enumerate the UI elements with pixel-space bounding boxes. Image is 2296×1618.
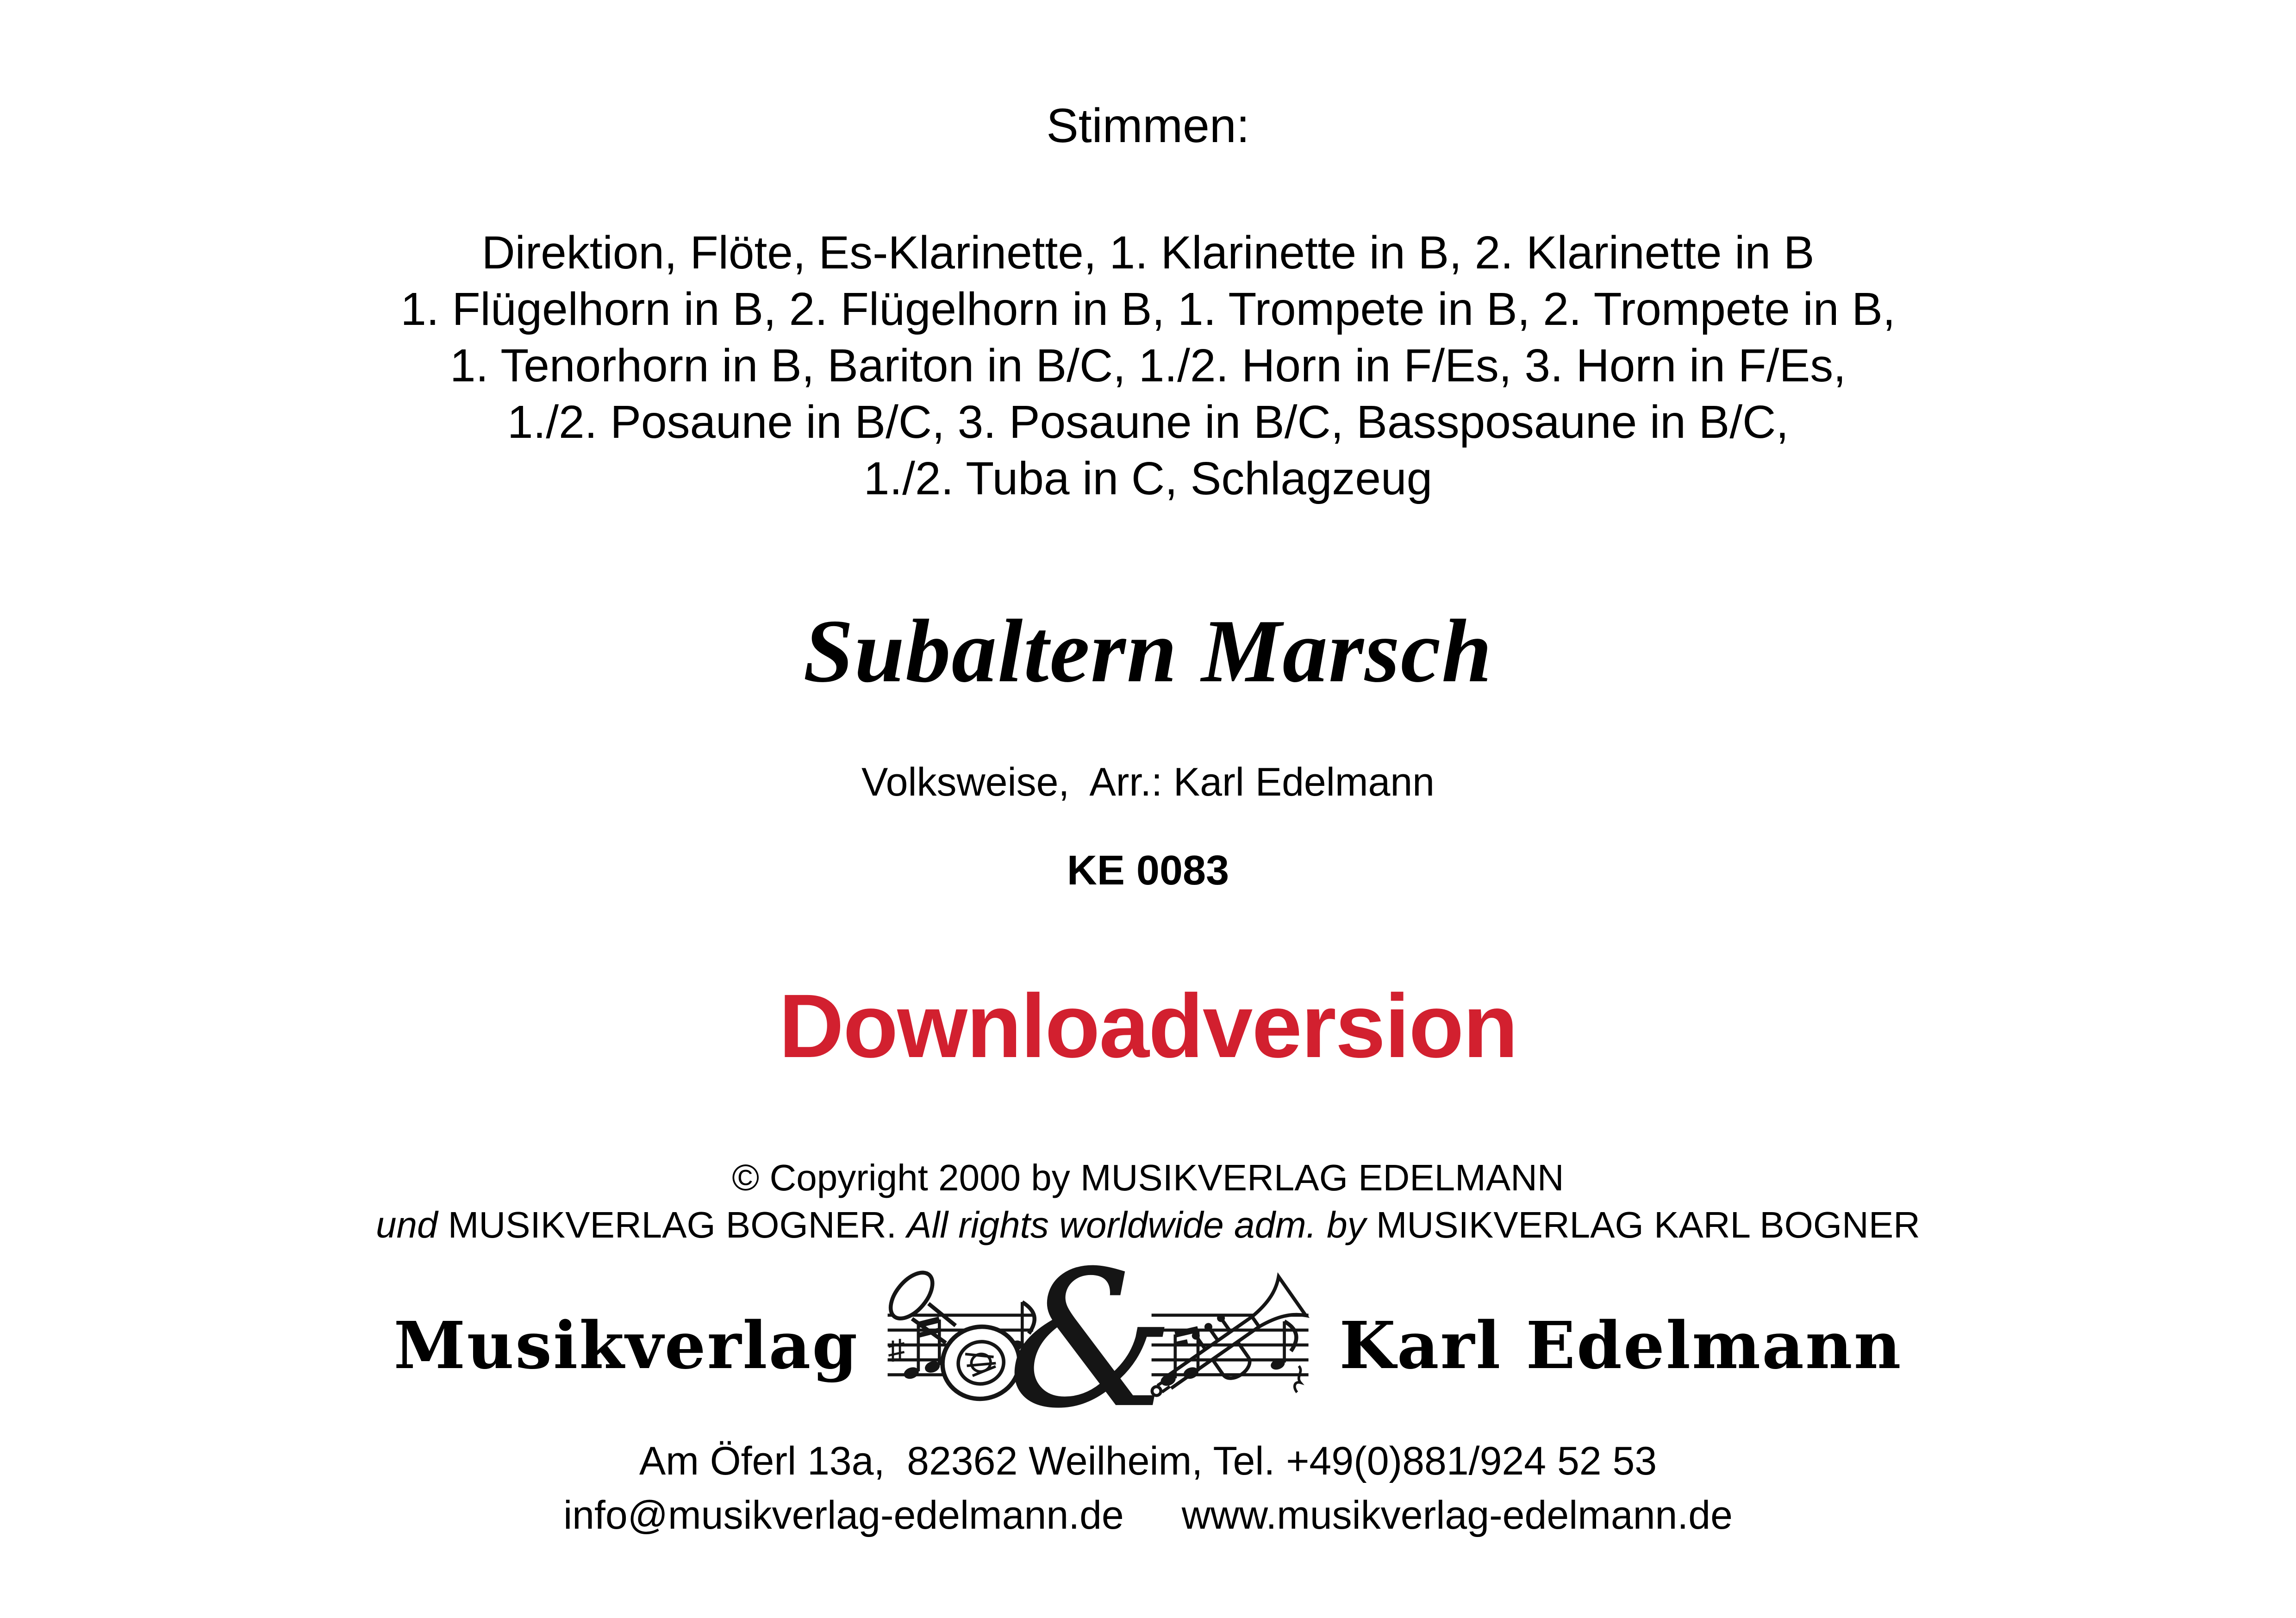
publisher-logo-right-text: Karl Edelmann (1339, 1308, 1903, 1384)
download-banner: Downloadversion (779, 976, 1517, 1077)
copyright-line-2 (0, 1201, 2296, 1249)
copyright-und: und (376, 1204, 438, 1245)
work-title: Subaltern Marsch (803, 601, 1493, 701)
publisher-email: info@musikverlag-edelmann.de (563, 1493, 1124, 1537)
copyright-bogner: MUSIKVERLAG BOGNER. (448, 1204, 897, 1245)
copyright-karl-bogner: MUSIKVERLAG KARL BOGNER (1376, 1204, 1920, 1245)
tuba-icon (884, 1263, 1026, 1415)
publisher-logo-left-text: Musikverlag (393, 1308, 859, 1384)
catalog-number: KE 0083 (1067, 847, 1229, 894)
publisher-contact (0, 1492, 2296, 1539)
copyright-block (0, 1154, 2296, 1249)
parts-line: Direktion, Flöte, Es-Klarinette, 1. Klarinette in B, 2. Klarinette in B (481, 227, 1815, 279)
parts-line: 1. Flügelhorn in B, 2. Flügelhorn in B, 1. Trompete in B, 2. Trompete in B, (400, 283, 1896, 335)
publisher-emblem (884, 1263, 1314, 1429)
parts-line: 1./2. Posaune in B/C, 3. Posaune in B/C, Bassposaune in B/C, (507, 396, 1789, 448)
copyright-line-1: © Copyright 2000 by MUSIKVERLAG EDELMANN (732, 1157, 1564, 1198)
parts-list (0, 224, 2296, 507)
parts-line: 1./2. Tuba in C, Schlagzeug (863, 453, 1433, 504)
composer-arranger-credit: Volksweise, Arr.: Karl Edelmann (861, 760, 1435, 804)
copyright-rights: All rights worldwide adm. by (907, 1204, 1366, 1245)
treble-clef-icon: & (1007, 1263, 1175, 1429)
publisher-logo (0, 1263, 2296, 1429)
publisher-address: Am Öferl 13a, 82362 Weilheim, Tel. +49(0)881/924 52 53 (639, 1439, 1657, 1483)
publisher-website: www.musikverlag-edelmann.de (1181, 1493, 1733, 1537)
parts-line: 1. Tenorhorn in B, Bariton in B/C, 1./2. Horn in F/Es, 3. Horn in F/Es, (449, 340, 1847, 392)
parts-heading: Stimmen: (1046, 99, 1250, 153)
